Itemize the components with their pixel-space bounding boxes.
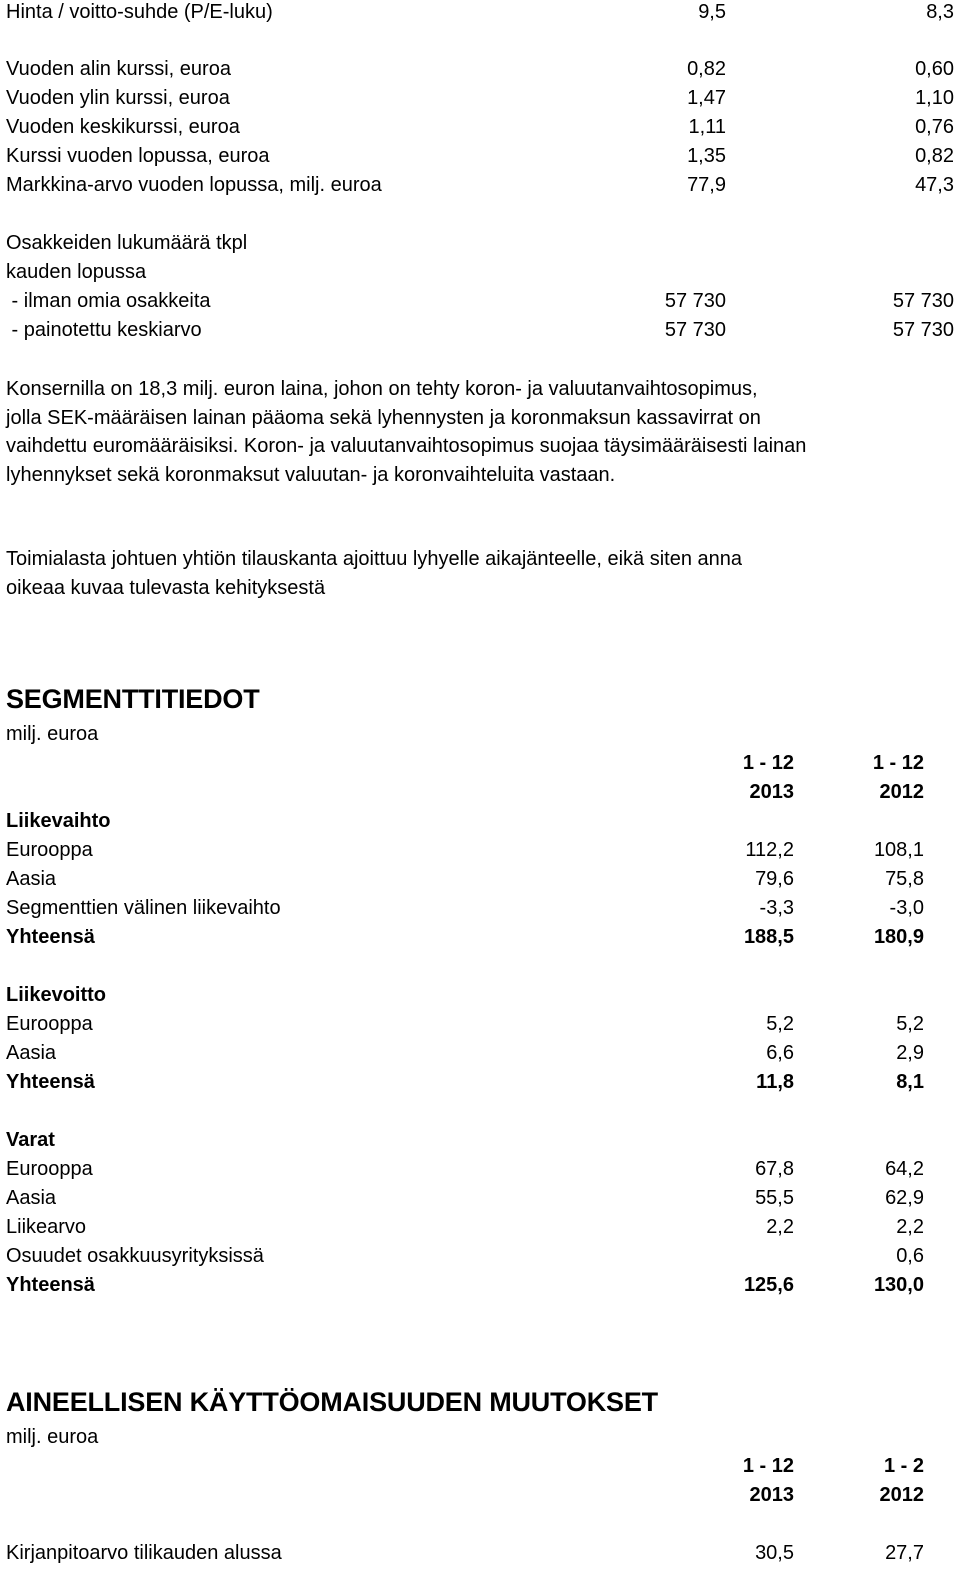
paragraph-line: Toimialasta johtuen yhtiön tilauskanta ajoittuu lyhyelle aikajänteelle, eikä siten anna	[6, 548, 743, 570]
value-2012: 47,3	[915, 174, 954, 196]
value-2012: 2,9	[896, 1042, 924, 1064]
value-2012: 0,82	[915, 145, 954, 167]
loan-note-paragraph	[6, 375, 906, 489]
value-2013: 188,5	[743, 926, 794, 948]
value-2012: 64,2	[885, 1158, 924, 1180]
row-label: Osakkeiden lukumäärä tkpl	[6, 232, 248, 254]
row-label: Liikearvo	[6, 1216, 87, 1238]
value-2012: 0,76	[915, 116, 954, 138]
value-2013: 0,82	[687, 58, 726, 80]
value-2012: 57 730	[892, 319, 954, 341]
value-2012: 0,60	[915, 58, 954, 80]
value-2013: 9,5	[698, 1, 726, 23]
unit-text: milj. euroa	[6, 1426, 99, 1448]
value-2012: 108,1	[873, 839, 924, 861]
group-heading-label: Liikevaihto	[6, 810, 111, 832]
order-book-note-paragraph	[6, 545, 906, 602]
row-label: Aasia	[6, 1187, 57, 1209]
value-2013: 55,5	[755, 1187, 794, 1209]
value-2013: 1,11	[688, 116, 726, 138]
value-2012: 8,3	[926, 1, 954, 23]
value-2013: 1,47	[687, 87, 726, 109]
period-2013: 1 - 12	[742, 752, 794, 774]
row-label: Markkina-arvo vuoden lopussa, milj. euroa	[6, 174, 382, 196]
row-label: Segmenttien välinen liikevaihto	[6, 897, 281, 919]
row-label: Vuoden ylin kurssi, euroa	[6, 87, 230, 109]
row-label: Kurssi vuoden lopussa, euroa	[6, 145, 270, 167]
row-label: Yhteensä	[6, 1071, 95, 1093]
year-2013: 2013	[749, 781, 794, 803]
period-2013: 1 - 12	[742, 1455, 794, 1477]
period-2012: 1 - 2	[883, 1455, 924, 1477]
row-label: - painotettu keskiarvo	[6, 319, 202, 341]
row-label: Eurooppa	[6, 1158, 93, 1180]
unit-text: milj. euroa	[6, 723, 99, 745]
section-title: SEGMENTTITIEDOT	[6, 684, 260, 714]
paragraph-line: oikeaa kuvaa tulevasta kehityksestä	[6, 576, 326, 599]
value-2013: 77,9	[687, 174, 726, 196]
value-2013: 79,6	[755, 868, 794, 890]
value-2012: 8,1	[896, 1071, 924, 1093]
period-2012: 1 - 12	[872, 752, 924, 774]
value-2013: 2,2	[766, 1216, 794, 1238]
row-label: Yhteensä	[6, 1274, 95, 1296]
row-label: Yhteensä	[6, 926, 95, 948]
group-heading-label: Varat	[6, 1129, 55, 1151]
value-2012: 5,2	[896, 1013, 924, 1035]
group-heading-label: Liikevoitto	[6, 984, 107, 1006]
value-2013: 6,6	[766, 1042, 794, 1064]
year-2013: 2013	[749, 1484, 794, 1506]
value-2013: 1,35	[687, 145, 726, 167]
row-label: Aasia	[6, 868, 57, 890]
row-label: Kirjanpitoarvo tilikauden alussa	[6, 1542, 282, 1564]
value-2013: -3,3	[759, 897, 794, 919]
value-2012: 2,2	[896, 1216, 924, 1238]
value-2013: 11,8	[756, 1071, 794, 1093]
year-2012: 2012	[879, 781, 924, 803]
section-title: AINEELLISEN KÄYTTÖOMAISUUDEN MUUTOKSET	[6, 1387, 658, 1417]
value-2012: 130,0	[873, 1274, 924, 1296]
row-label: - ilman omia osakkeita	[6, 290, 211, 312]
paragraph-line: jolla SEK-määräisen lainan pääoma sekä lyhennysten ja koronmaksun kassavirrat on	[6, 406, 761, 429]
value-2013: 30,5	[755, 1542, 794, 1564]
row-label: Hinta / voitto-suhde (P/E-luku)	[6, 1, 273, 23]
value-2013: 57 730	[664, 319, 726, 341]
row-label: Eurooppa	[6, 1013, 93, 1035]
row-label: Osuudet osakkuusyrityksissä	[6, 1245, 264, 1267]
paragraph-line: lyhennykset sekä koronmaksut valuutan- ja koronvaihteluita vastaan.	[6, 463, 616, 486]
value-2012: 27,7	[885, 1542, 924, 1564]
row-label: kauden lopussa	[6, 261, 147, 283]
row-label: Vuoden keskikurssi, euroa	[6, 116, 240, 138]
row-label: Vuoden alin kurssi, euroa	[6, 58, 231, 80]
value-2012: -3,0	[889, 897, 924, 919]
value-2013: 57 730	[664, 290, 726, 312]
paragraph-line: vaihdettu euromääräisiksi. Koron- ja valuutanvaihtosopimus suojaa täysimääräisesti lainan	[6, 435, 807, 458]
value-2012: 57 730	[892, 290, 954, 312]
value-2012: 62,9	[885, 1187, 924, 1209]
value-2013: 125,6	[743, 1274, 794, 1296]
value-2012: 0,6	[896, 1245, 924, 1267]
year-2012: 2012	[879, 1484, 924, 1506]
value-2012: 75,8	[885, 868, 924, 890]
value-2013: 67,8	[755, 1158, 794, 1180]
row-label: Aasia	[6, 1042, 57, 1064]
value-2012: 1,10	[915, 87, 954, 109]
value-2013: 112,2	[745, 839, 794, 861]
value-2013: 5,2	[766, 1013, 794, 1035]
row-label: Eurooppa	[6, 839, 93, 861]
paragraph-line: Konsernilla on 18,3 milj. euron laina, johon on tehty koron- ja valuutanvaihtosopimus,	[6, 378, 758, 400]
value-2012: 180,9	[873, 926, 924, 948]
